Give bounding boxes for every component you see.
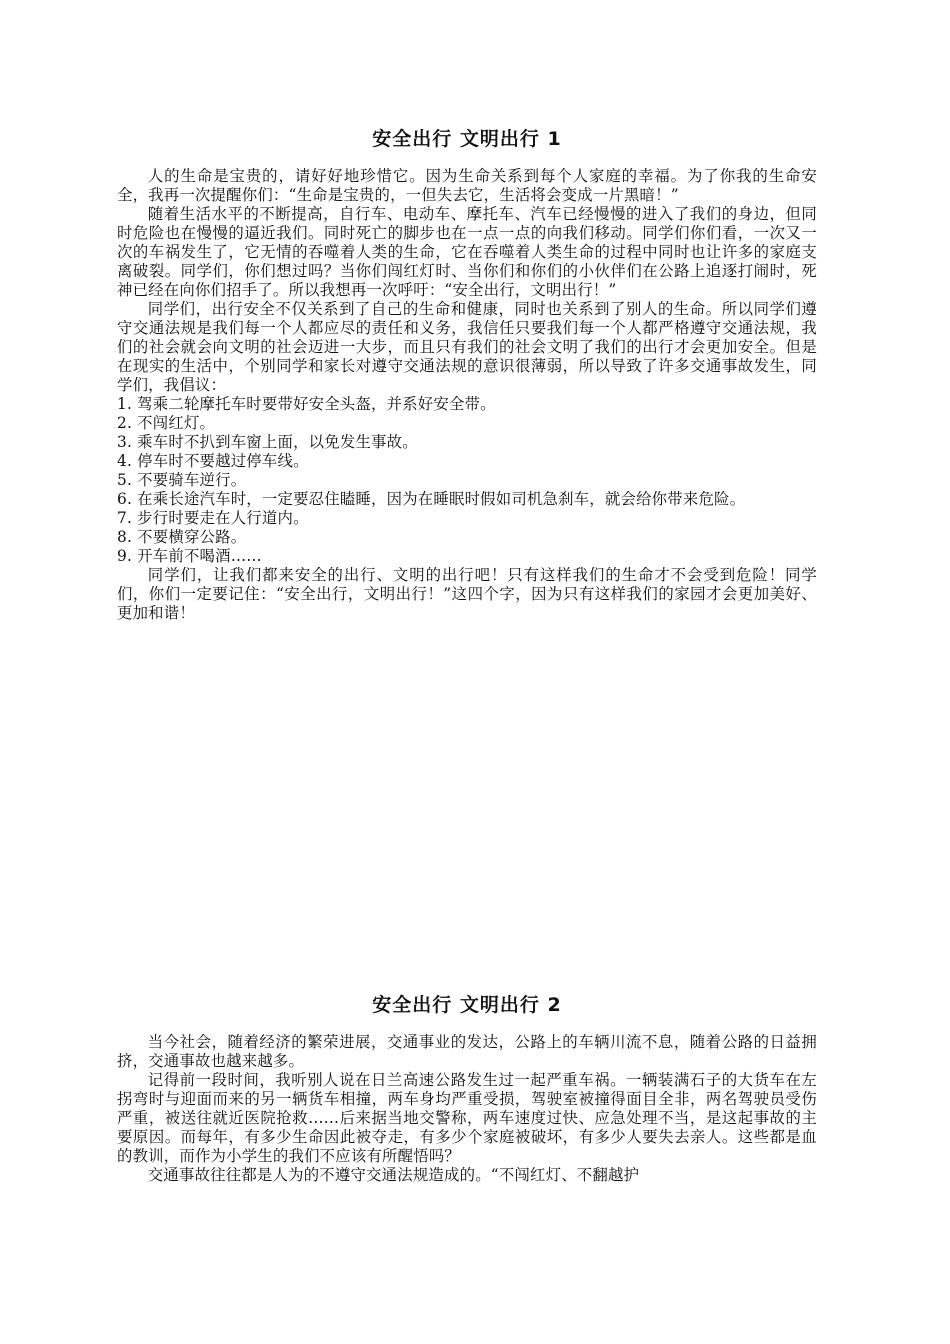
paragraph: 当今社会，随着经济的繁荣进展，交通事业的发达，公路上的车辆川流不息，随着公路的日益拥挤，交通事故也越来越多。 — [117, 1033, 817, 1070]
article-title: 安全出行 文明出行 2 — [372, 994, 562, 1016]
list-item: 6. 在乘长途汽车时，一定要忍住瞌睡，因为在睡眠时假如司机急刹车，就会给你带来危险。 — [117, 490, 746, 508]
list-item: 5. 不要骑车逆行。 — [117, 471, 247, 489]
article-2 — [117, 990, 817, 1185]
paragraph: 人的生命是宝贵的，请好好地珍惜它。因为生命关系到每个人家庭的幸福。为了你我的生命安全，我再一次提醒你们：“生命是宝贵的，一但失去它，生活将会变成一片黑暗！” — [117, 167, 817, 204]
paragraph: 记得前一段时间，我听别人说在日兰高速公路发生过一起严重车祸。一辆装满石子的大货车在左拐弯时与迎面而来的另一辆货车相撞，两车身均严重受损，驾驶室被撞得面目全非，两名驾驶员受伤严重，被送往就近医院抢救……后来据当地交警称，两车速度过快、应急处理不当，是这起事故的主要原因。而每年，有多少生命因此被夺走，有多少个家庭被破坏，有多少人要失去亲人。这些都是血的教训，而作为小学生的我们不应该有所醒悟吗？ — [117, 1071, 817, 1165]
list-item: 9. 开车前不喝酒…… — [117, 547, 262, 565]
list-item: 2. 不闯红灯。 — [117, 414, 216, 432]
closing-paragraph: 同学们，让我们都来安全的出行、文明的出行吧！只有这样我们的生命才不会受到危险！同学们，你们一定要记住：“安全出行，文明出行！”这四个字，因为只有这样我们的家园才会更加美好、更加和谐！ — [117, 566, 817, 622]
list-item: 3. 乘车时不扒到车窗上面，以免发生事故。 — [117, 433, 418, 451]
list-item: 4. 停车时不要越过停车线。 — [117, 452, 309, 470]
paragraph: 随着生活水平的不断提高，自行车、电动车、摩托车、汽车已经慢慢的进入了我们的身边，但同时危险也在慢慢的逼近我们。同时死亡的脚步也在一点一点的向我们移动。同学们你们看，一次又一次的车祸发生了，它无情的吞噬着人类的生命，它在吞噬着人类生命的过程中同时也让许多的家庭支离破裂。同学们，你们想过吗？当你们闯红灯时、当你们和你们的小伙伴们在公路上追逐打闹时，死神已经在向你们招手了。所以我想再一次呼吁：“安全出行，文明出行！” — [117, 205, 817, 299]
list-item: 8. 不要横穿公路。 — [117, 528, 247, 546]
article-1 — [117, 124, 817, 623]
proposal-list — [117, 395, 817, 566]
list-item: 1. 驾乘二轮摩托车时要带好安全头盔，并系好安全带。 — [117, 395, 496, 413]
article-title: 安全出行 文明出行 1 — [372, 128, 562, 150]
paragraph: 同学们，出行安全不仅关系到了自己的生命和健康，同时也关系到了别人的生命。所以同学们遵守交通法规是我们每一个人都应尽的责任和义务，我信任只要我们每一个人都严格遵守交通法规，我们的社会就会向文明的社会迈进一大步，而且只有我们的社会文明了我们的出行才会更加安全。但是在现实的生活中，个别同学和家长对遵守交通法规的意识很薄弱，所以导致了许多交通事故发生，同学们，我倡议： — [117, 300, 817, 394]
list-item: 7. 步行时要走在人行道内。 — [117, 509, 309, 527]
paragraph: 交通事故往往都是人为的不遵守交通法规造成的。“不闯红灯、不翻越护 — [147, 1166, 640, 1184]
